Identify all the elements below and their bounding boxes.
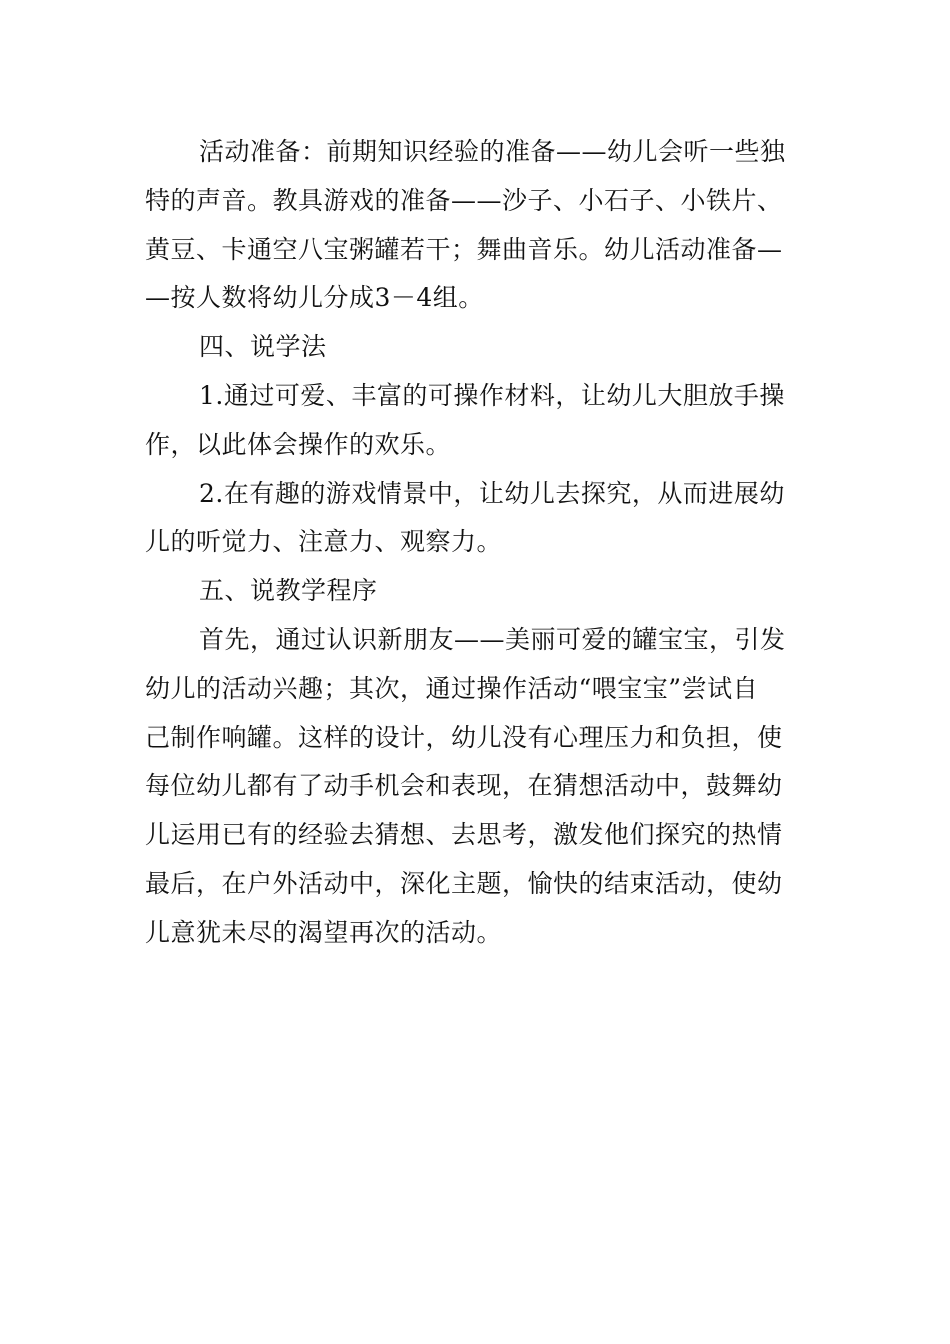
teaching-procedure-line-6: 最后，在户外活动中，深化主题，愉快的结束活动，使幼	[145, 868, 783, 898]
document-body	[145, 128, 810, 958]
section-heading-teaching-procedure: 五、说教学程序	[199, 576, 378, 606]
teaching-procedure-line-4: 每位幼儿都有了动手机会和表现，在猜想活动中，鼓舞幼	[145, 771, 783, 801]
paragraph-activity-prep-line-4: —按人数将幼儿分成3－4组。	[145, 283, 484, 313]
paragraph-activity-prep-line-1: 活动准备：前期知识经验的准备——幼儿会听一些独	[199, 137, 786, 166]
teaching-procedure-line-2: 幼儿的活动兴趣；其次，通过操作活动“喂宝宝”尝试自	[145, 673, 759, 703]
paragraph-activity-prep-line-3: 黄豆、卡通空八宝粥罐若干；舞曲音乐。幼儿活动准备—	[145, 234, 783, 264]
paragraph-activity-prep-line-2: 特的声音。教具游戏的准备——沙子、小石子、小铁片、	[145, 185, 783, 215]
teaching-procedure-line-5: 儿运用已有的经验去猜想、去思考，激发他们探究的热情	[145, 820, 783, 850]
learning-method-item-2-line-2: 儿的听觉力、注意力、观察力。	[145, 527, 503, 557]
teaching-procedure-line-3: 己制作响罐。这样的设计，幼儿没有心理压力和负担，使	[145, 722, 783, 752]
teaching-procedure-line-1: 首先，通过认识新朋友——美丽可爱的罐宝宝，引发	[199, 624, 786, 654]
learning-method-item-2-line-1: 2.在有趣的游戏情景中，让幼儿去探究，从而进展幼	[199, 478, 785, 508]
section-heading-learning-method: 四、说学法	[199, 332, 327, 362]
learning-method-item-1-line-1: 1.通过可爱、丰富的可操作材料，让幼儿大胆放手操	[199, 380, 785, 410]
teaching-procedure-line-7: 儿意犹未尽的渴望再次的活动。	[145, 917, 503, 947]
learning-method-item-1-line-2: 作，以此体会操作的欢乐。	[145, 429, 452, 459]
